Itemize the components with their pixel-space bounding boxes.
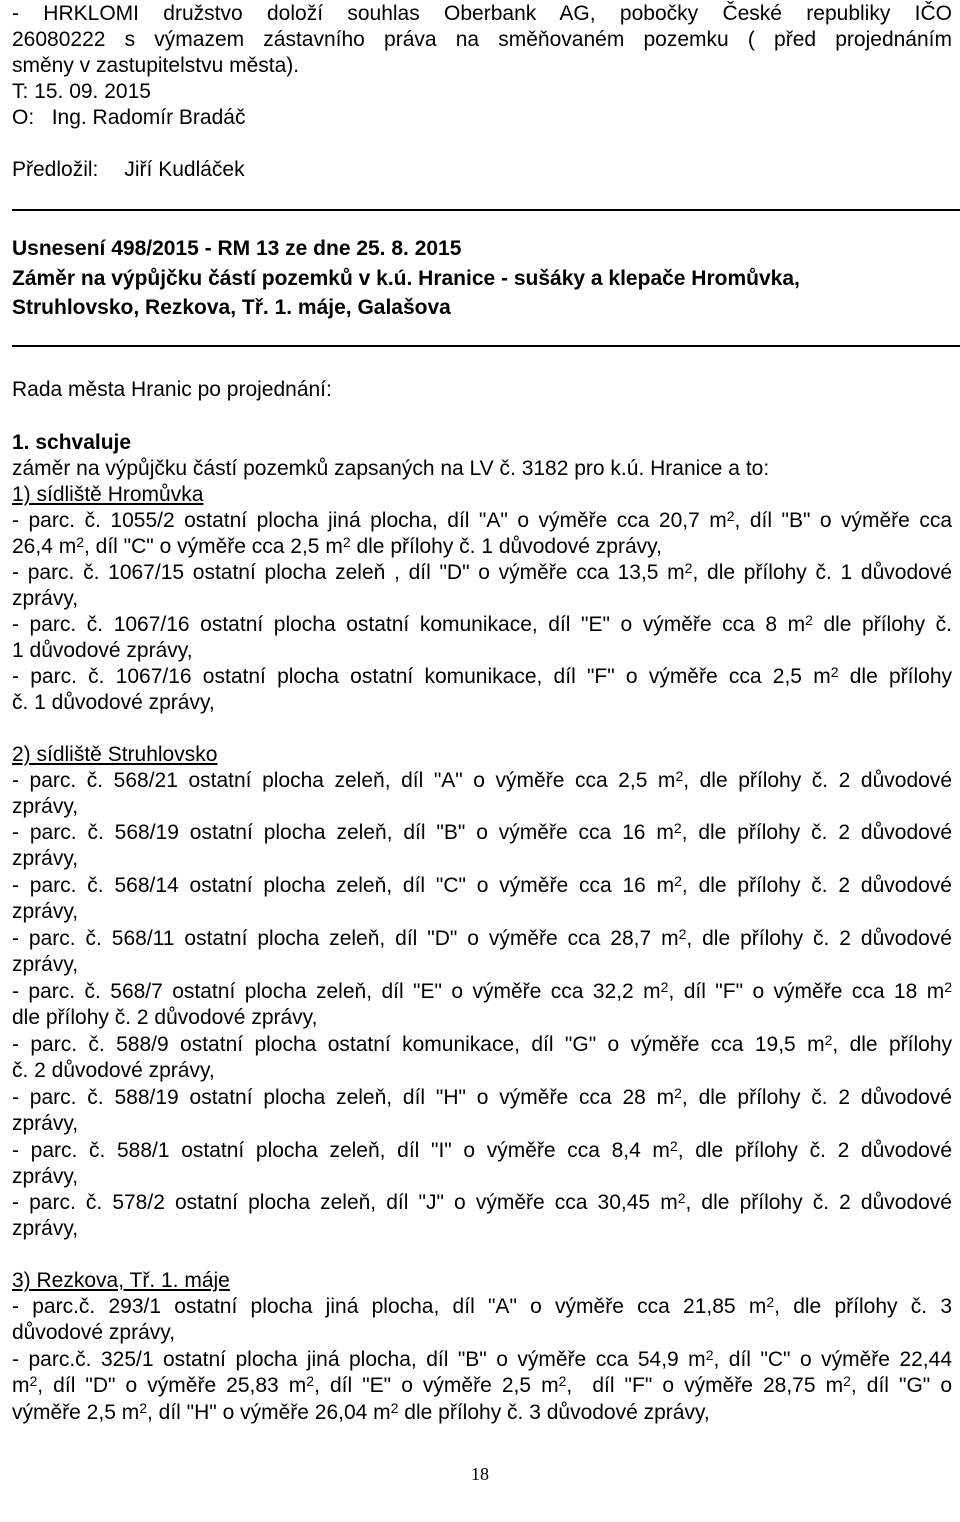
parcel-line: - parc. č. 588/19 ostatní plocha zeleň, díl "H" o výměře cca 28 $m^2$, dle přílohy č. 2 důvodové: [12, 1085, 952, 1109]
parcel-line: zprávy,: [12, 1217, 79, 1240]
parcel-line: důvodové zprávy,: [12, 1321, 176, 1344]
parcel-line: - parc. č. 568/11 ostatní plocha zeleň, díl "D" o výměře cca 28,7 $m^2$, dle přílohy č. 2 důvodové: [12, 926, 952, 950]
section-heading: 1) sídliště Hromůvka: [12, 483, 204, 506]
parcel-line: - parc.č. 293/1 ostatní plocha jiná plocha, díl "A" o výměře cca 21,85 $m^2$, dle přílohy č. 3: [12, 1294, 952, 1318]
parcel-line: - parc. č. 1067/15 ostatní plocha zeleň , díl "D" o výměře cca 13,5 $m^2$, dle přílohy č. 1 důvodové: [12, 560, 953, 584]
parcel-line: - parc. č. 1055/2 ostatní plocha jiná plocha, díl "A" o výměře cca 20,7 $m^2$, díl "B" o výměře cca: [12, 508, 953, 532]
intro-line: 26080222 s výmazem zástavního práva na směňovaném pozemku ( před projednáním: [12, 28, 952, 51]
parcel-line: zprávy,: [12, 847, 79, 870]
parcel-line: - parc.č. 325/1 ostatní plocha jiná plocha, díl "B" o výměře cca 54,9 $m^2$, díl "C" o výměře 22,44: [12, 1347, 953, 1371]
submitted-line: [12, 157, 952, 183]
parcel-line: - parc. č. 568/14 ostatní plocha zeleň, díl "C" o výměře cca 16 $m^2$, dle přílohy č. 2 důvodové: [12, 873, 952, 897]
parcel-line: č. 2 důvodové zprávy,: [12, 1059, 215, 1082]
parcel-line: - parc. č. 568/7 ostatní plocha zeleň, díl "E" o výměře cca 32,2 $m^2$, díl "F" o výměře cca 18 $m^2$: [12, 979, 952, 1003]
parcel-line: zprávy,: [12, 1165, 79, 1188]
parcel-line: - parc. č. 1067/16 ostatní plocha ostatní komunikace, díl "E" o výměře cca 8 $m^2$ dle přílohy č.: [12, 612, 952, 636]
council-line: Rada města Hranic po projednání:: [12, 378, 332, 401]
parcel-line: dle přílohy č. 2 důvodové zprávy,: [12, 1006, 318, 1029]
submitted-by: Jiří Kudláček: [124, 158, 245, 181]
parcel-line: zprávy,: [12, 953, 79, 976]
term-line: T: 15. 09. 2015: [12, 80, 151, 103]
parcel-line: výměře 2,5 $m^2$, díl "H" o výměře 26,04 $m^2$ dle přílohy č. 3 důvodové zprávy,: [12, 1400, 710, 1424]
resolution-number: Usnesení 498/2015 - RM 13 ze dne 25. 8. 2015: [12, 237, 462, 260]
parcel-line: - parc. č. 578/2 ostatní plocha zeleň, díl "J" o výměře cca 30,45 $m^2$, dle přílohy č. 2 důvodové: [12, 1190, 952, 1214]
parcel-line: - parc. č. 568/19 ostatní plocha zeleň, díl "B" o výměře cca 16 $m^2$, dle přílohy č. 2 důvodové: [12, 820, 952, 844]
submitted-label: Předložil:: [12, 158, 99, 181]
intro-line: - HRKLOMI družstvo doloží souhlas Oberbank AG, pobočky České republiky IČO: [12, 2, 952, 25]
parcel-line: zprávy,: [12, 900, 79, 923]
parcel-line: 1 důvodové zprávy,: [12, 639, 193, 662]
section-heading: 3) Rezkova, Tř. 1. máje: [12, 1269, 230, 1292]
parcel-line: - parc. č. 588/9 ostatní plocha ostatní komunikace, díl "G" o výměře cca 19,5 $m^2$, dle přílohy: [12, 1032, 953, 1056]
resolution-title: Struhlovsko, Rezkova, Tř. 1. máje, Galašova: [12, 296, 451, 319]
parcel-line: 26,4 $m^2$, díl "C" o výměře cca 2,5 $m^2$ dle přílohy č. 1 důvodové zprávy,: [12, 534, 662, 558]
parcel-line: zprávy,: [12, 587, 79, 610]
separator-line: [12, 209, 960, 211]
parcel-line: č. 1 důvodové zprávy,: [12, 691, 215, 714]
parcel-line: zprávy,: [12, 795, 79, 818]
page-number: 18: [471, 1464, 489, 1484]
resolution-point: 1. schvaluje: [12, 431, 132, 454]
section-heading: 2) sídliště Struhlovsko: [12, 743, 218, 766]
responsible-line: [12, 105, 952, 131]
parcel-line: $m^2$, díl "D" o výměře 25,83 $m^2$, díl "E" o výměře 2,5 $m^2$, díl "F" o výměře 28,75 $m^2$, díl "G" o: [12, 1373, 952, 1397]
responsible-prefix: O:: [12, 106, 52, 129]
parcel-line: - parc. č. 1067/16 ostatní plocha ostatní komunikace, díl "F" o výměře cca 2,5 $m^2$ dle přílohy: [12, 664, 952, 688]
parcel-line: - parc. č. 588/1 ostatní plocha zeleň, díl "I" o výměře cca 8,4 $m^2$, dle přílohy č. 2 důvodové: [12, 1138, 952, 1162]
responsible-person: Ing. Radomír Bradáč: [51, 106, 246, 129]
resolution-title: Záměr na výpůjčku částí pozemků v k.ú. Hranice - sušáky a klepače Hromůvka,: [12, 267, 800, 290]
intro-line: směny v zastupitelstvu města).: [12, 54, 300, 77]
intent-line: záměr na výpůjčku částí pozemků zapsaných na LV č. 3182 pro k.ú. Hranice a to:: [12, 457, 770, 480]
separator-line: [12, 345, 960, 347]
parcel-line: zprávy,: [12, 1112, 79, 1135]
parcel-line: - parc. č. 568/21 ostatní plocha zeleň, díl "A" o výměře cca 2,5 $m^2$, dle přílohy č. 2 důvodové: [12, 768, 952, 792]
